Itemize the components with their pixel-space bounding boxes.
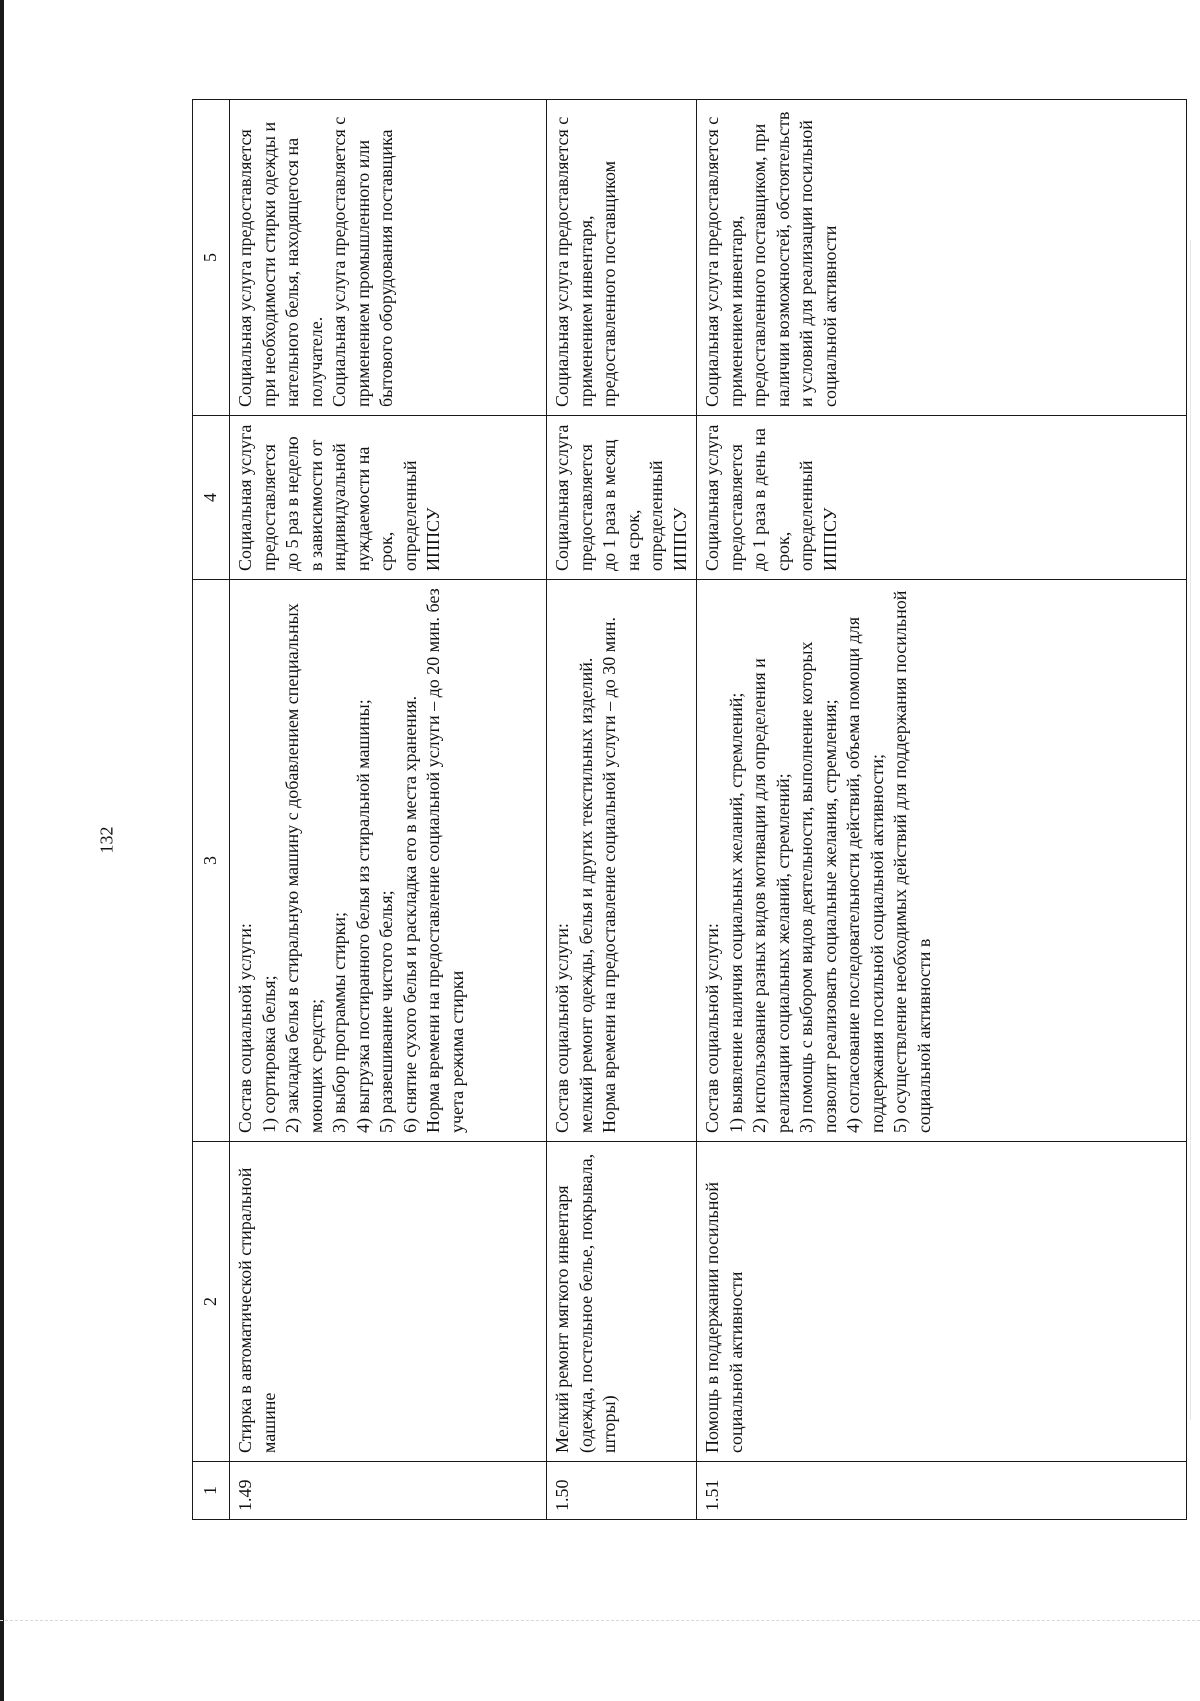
row-number: 1.50 (547, 1462, 697, 1520)
rotated-table-frame (192, 100, 1187, 1520)
conditions-line: Социальная услуга предоставляется с применением инвентаря, предоставленного поставщиком (552, 116, 619, 407)
page-number: 132 (96, 826, 117, 854)
content-line: 6) снятие сухого белья и раскладка его в места хранения. (399, 695, 420, 1133)
content-line: 3) помощь с выбором видов деятельности, выполнение которых позволит реализовать социальные желания, стремления; (796, 641, 840, 1133)
service-conditions (230, 100, 547, 416)
service-name: Мелкий ремонт мягкого инвентаря (одежда, постельное белье, покрывала, шторы) (547, 1142, 697, 1462)
content-line: 1) сортировка белья; (258, 975, 279, 1133)
service-conditions (547, 100, 697, 416)
table-row (697, 100, 1187, 1520)
content-line: Состав социальной услуги: (552, 923, 572, 1133)
service-frequency: Социальная услуга предоставляется до 5 раз в неделю в зависимости от индивидуальной нуждаемости на срок, определенный ИППСУ (230, 416, 547, 580)
content-line: 4) согласование последовательности действий, объема помощи для поддержания посильной социальной активности; (843, 616, 887, 1133)
content-line: мелкий ремонт одежды, белья и других текстильных изделий. (575, 657, 596, 1133)
table-header-row (193, 100, 230, 1520)
table-row (230, 100, 547, 1520)
content-line: Состав социальной услуги: (235, 923, 255, 1133)
header-col-2: 2 (193, 1142, 230, 1462)
service-content (547, 580, 697, 1142)
content-line: 3) выбор программы стирки; (329, 912, 349, 1133)
service-content (230, 580, 547, 1142)
service-content (697, 580, 1187, 1142)
content-line: 4) выгрузка постиранного белья из стиральной машины; (352, 699, 373, 1133)
content-line: 5) развешивание чистого белья; (376, 890, 396, 1133)
conditions-line: Социальная услуга предоставляется с применением промышленного или бытового оборудования поставщика (329, 116, 396, 407)
content-line: Норма времени на предоставление социальной услуги – до 20 мин. без учета режима стирки (423, 588, 467, 1133)
service-frequency: Социальная услуга предоставляется до 1 раза в день на срок, определенный ИППСУ (697, 416, 1187, 580)
scan-artifact-margin (1190, 240, 1191, 1420)
service-name: Стирка в автоматической стиральной машине (230, 1142, 547, 1462)
table-row (547, 100, 697, 1520)
service-frequency: Социальная услуга предоставляется до 1 раза в месяц на срок, определенный ИППСУ (547, 416, 697, 580)
content-line: Состав социальной услуги: (702, 923, 722, 1133)
content-line: 1) выявление наличия социальных желаний, стремлений; (725, 692, 746, 1133)
service-conditions (697, 100, 1187, 416)
table-region (192, 100, 1187, 1520)
content-line: 5) осуществление необходимых действий для поддержания посильной социальной активности в (890, 590, 934, 1133)
row-number: 1.49 (230, 1462, 547, 1520)
header-col-1: 1 (193, 1462, 230, 1520)
social-services-table (192, 99, 1187, 1520)
service-name: Помощь в поддержании посильной социальной активности (697, 1142, 1187, 1462)
scan-binding-edge (0, 0, 4, 1701)
header-col-3: 3 (193, 580, 230, 1142)
header-col-5: 5 (193, 100, 230, 416)
content-line: 2) закладка белья в стиральную машину с добавлением специальных моющих средств; (282, 603, 326, 1133)
content-line: 2) использование разных видов мотивации для определения и реализации социальных желаний, стремлений; (749, 658, 793, 1133)
conditions-line: Социальная услуга предоставляется с применением инвентаря, предоставленного поставщиком, при наличии возможностей, обстоятельств и условий для реализации посильной социальной активности (702, 111, 840, 407)
scan-artifact-line (0, 1620, 1200, 1621)
header-col-4: 4 (193, 416, 230, 580)
row-number: 1.51 (697, 1462, 1187, 1520)
content-line: Норма времени на предоставление социальной услуги – до 30 мин. (599, 617, 619, 1133)
conditions-line: Социальная услуга предоставляется при необходимости стирки одежды и нательного белья, находящегося на получателе. (235, 121, 326, 407)
